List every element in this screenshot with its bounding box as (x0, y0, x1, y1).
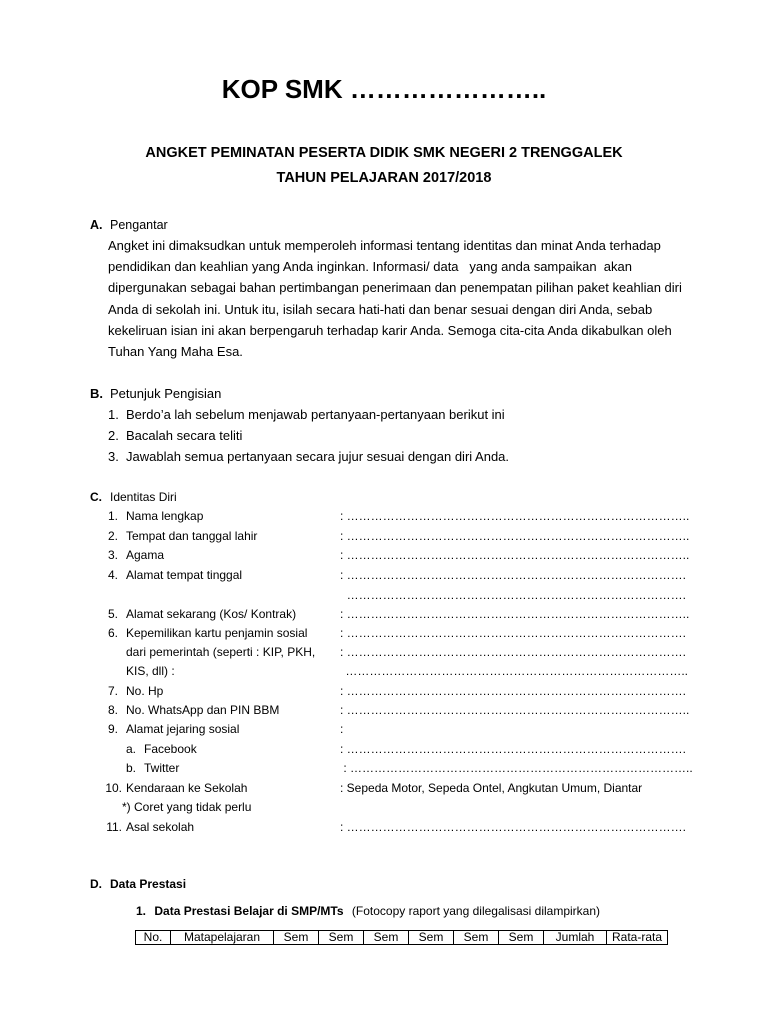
petunjuk-item (108, 449, 509, 464)
table-header-cell: No. (136, 931, 171, 945)
row-number: b. (125, 761, 136, 775)
paragraph-line: dipergunakan sebagai bahan pertimbangan penerimaan dan penempatan pilihan paket keahlian diri (108, 280, 682, 296)
paragraph-line: Tuhan Yang Maha Esa. (108, 344, 243, 360)
field-value[interactable]: : …………………………………………………………………………. (340, 684, 687, 698)
field-value[interactable]: : Sepeda Motor, Sepeda Ontel, Angkutan Umum, Diantar (340, 781, 643, 795)
field-value[interactable]: : ………………………………………………………………………….. (340, 529, 690, 543)
paragraph-line: Anda di sekolah ini. Untuk itu, isilah secara hati-hati dan benar sesuai dengan diri Anda, sebab (108, 301, 653, 317)
pengantar-paragraph (108, 235, 682, 362)
table-header-cell: Sem (454, 931, 499, 945)
table-header-cell: Sem (499, 931, 544, 945)
petunjuk-item (108, 428, 242, 443)
table-header-cell: Matapelajaran (171, 931, 274, 945)
sub-note: (Fotocopy raport yang dilegalisasi dilampirkan) (351, 904, 601, 918)
paragraph-line: Angket ini dimaksudkan untuk memperoleh informasi tentang identitas dan minat Anda terhadap (108, 238, 661, 253)
item-number: 2. (108, 428, 119, 443)
field-label: Asal sekolah (126, 820, 195, 834)
table-header-cell: Rata-rata (607, 931, 668, 945)
section-title: Pengantar (110, 218, 168, 232)
paragraph-line: kekeliruan isian ini akan berpengaruh terhadap karir Anda. Semoga cita-cita Anda dikabulkan oleh (108, 322, 672, 338)
table-header-cell: Sem (274, 931, 319, 945)
row-number: a. (125, 742, 136, 756)
row-number: 8. (107, 703, 118, 717)
field-label: No. Hp (126, 684, 164, 698)
section-title: Data Prestasi (110, 877, 187, 891)
field-value[interactable]: : …………………………………………………………………………. (340, 645, 687, 659)
section-letter: C. (90, 490, 102, 504)
section-letter: B. (90, 386, 103, 401)
field-value[interactable]: ………………………………………………………………………….. (342, 664, 689, 678)
sub-number: 1. (136, 904, 147, 918)
petunjuk-item (108, 407, 505, 422)
field-label: Kepemilikan kartu penjamin sosial (126, 626, 308, 640)
section-identitas-heading (90, 490, 177, 504)
field-label: Tempat dan tanggal lahir (126, 529, 258, 543)
table-header-row (136, 931, 668, 945)
paragraph-line: pendidikan dan keahlian yang Anda inginkan. Informasi/ data yang anda sampaikan akan (108, 259, 632, 275)
field-value[interactable]: : ………………………………………………………………………….. (340, 509, 690, 523)
section-prestasi-heading (90, 877, 186, 891)
item-text: Bacalah secara teliti (126, 428, 243, 443)
row-number: 2. (107, 529, 118, 543)
section-title: Identitas Diri (110, 490, 177, 504)
field-value[interactable]: …………………………………………………………………………. (340, 588, 687, 602)
field-value[interactable]: : …………………………………………………………………………. (340, 820, 687, 834)
section-pengantar-heading (90, 218, 168, 232)
prestasi-table (135, 930, 668, 945)
field-label: Twitter (144, 761, 180, 775)
section-petunjuk-heading (90, 386, 221, 401)
field-label: Alamat jejaring sosial (126, 722, 240, 736)
field-label: Facebook (144, 742, 197, 756)
field-value[interactable]: : ………………………………………………………………………….. (340, 761, 693, 775)
field-label: dari pemerintah (seperti : KIP, PKH, (126, 645, 316, 659)
row-number: 7. (107, 684, 118, 698)
field-value[interactable]: : ………………………………………………………………………….. (340, 703, 690, 717)
title-line-1: ANGKET PEMINATAN PESERTA DIDIK SMK NEGERI 2 TRENGGALEK (145, 145, 623, 161)
field-value[interactable]: : …………………………………………………………………………. (340, 742, 687, 756)
field-note: *) Coret yang tidak perlu (122, 800, 252, 814)
field-label: Alamat sekarang (Kos/ Kontrak) (126, 607, 297, 621)
table-header-cell: Jumlah (544, 931, 607, 945)
field-value[interactable]: : …………………………………………………………………………. (340, 568, 687, 582)
field-value[interactable]: : ………………………………………………………………………….. (340, 607, 690, 621)
section-letter: D. (90, 877, 102, 891)
section-letter: A. (90, 218, 103, 232)
field-value[interactable]: : (340, 722, 344, 736)
field-label: Alamat tempat tinggal (126, 568, 243, 582)
item-text: Berdo’a lah sebelum menjawab pertanyaan-pertanyaan berikut ini (126, 407, 505, 422)
field-label: Nama lengkap (126, 509, 204, 523)
row-number: 1. (107, 509, 118, 523)
row-number: 4. (107, 568, 118, 582)
row-number: 6. (107, 626, 118, 640)
row-number: 9. (107, 722, 118, 736)
section-title: Petunjuk Pengisian (110, 386, 222, 401)
title-line-2: TAHUN PELAJARAN 2017/2018 (276, 170, 492, 186)
item-number: 3. (108, 449, 119, 464)
field-label: Agama (126, 548, 165, 562)
field-value[interactable]: : …………………………………………………………………………. (340, 626, 687, 640)
prestasi-subheading (136, 904, 600, 918)
row-number: 10. (105, 781, 122, 795)
item-text: Jawablah semua pertanyaan secara jujur sesuai dengan diri Anda. (126, 449, 510, 464)
field-value[interactable]: : ………………………………………………………………………….. (340, 548, 690, 562)
field-label: KIS, dll) : (126, 664, 175, 678)
field-label: Kendaraan ke Sekolah (126, 781, 248, 795)
table-header-cell: Sem (364, 931, 409, 945)
kop-heading: KOP SMK ………………….. (221, 74, 547, 104)
table-header-cell: Sem (319, 931, 364, 945)
item-number: 1. (108, 407, 119, 422)
row-number: 3. (107, 548, 118, 562)
table-header-cell: Sem (409, 931, 454, 945)
sub-title: Data Prestasi Belajar di SMP/MTs (154, 904, 344, 918)
row-number: 5. (107, 607, 118, 621)
row-number: 11. (106, 820, 122, 834)
field-label: No. WhatsApp dan PIN BBM (126, 703, 280, 717)
